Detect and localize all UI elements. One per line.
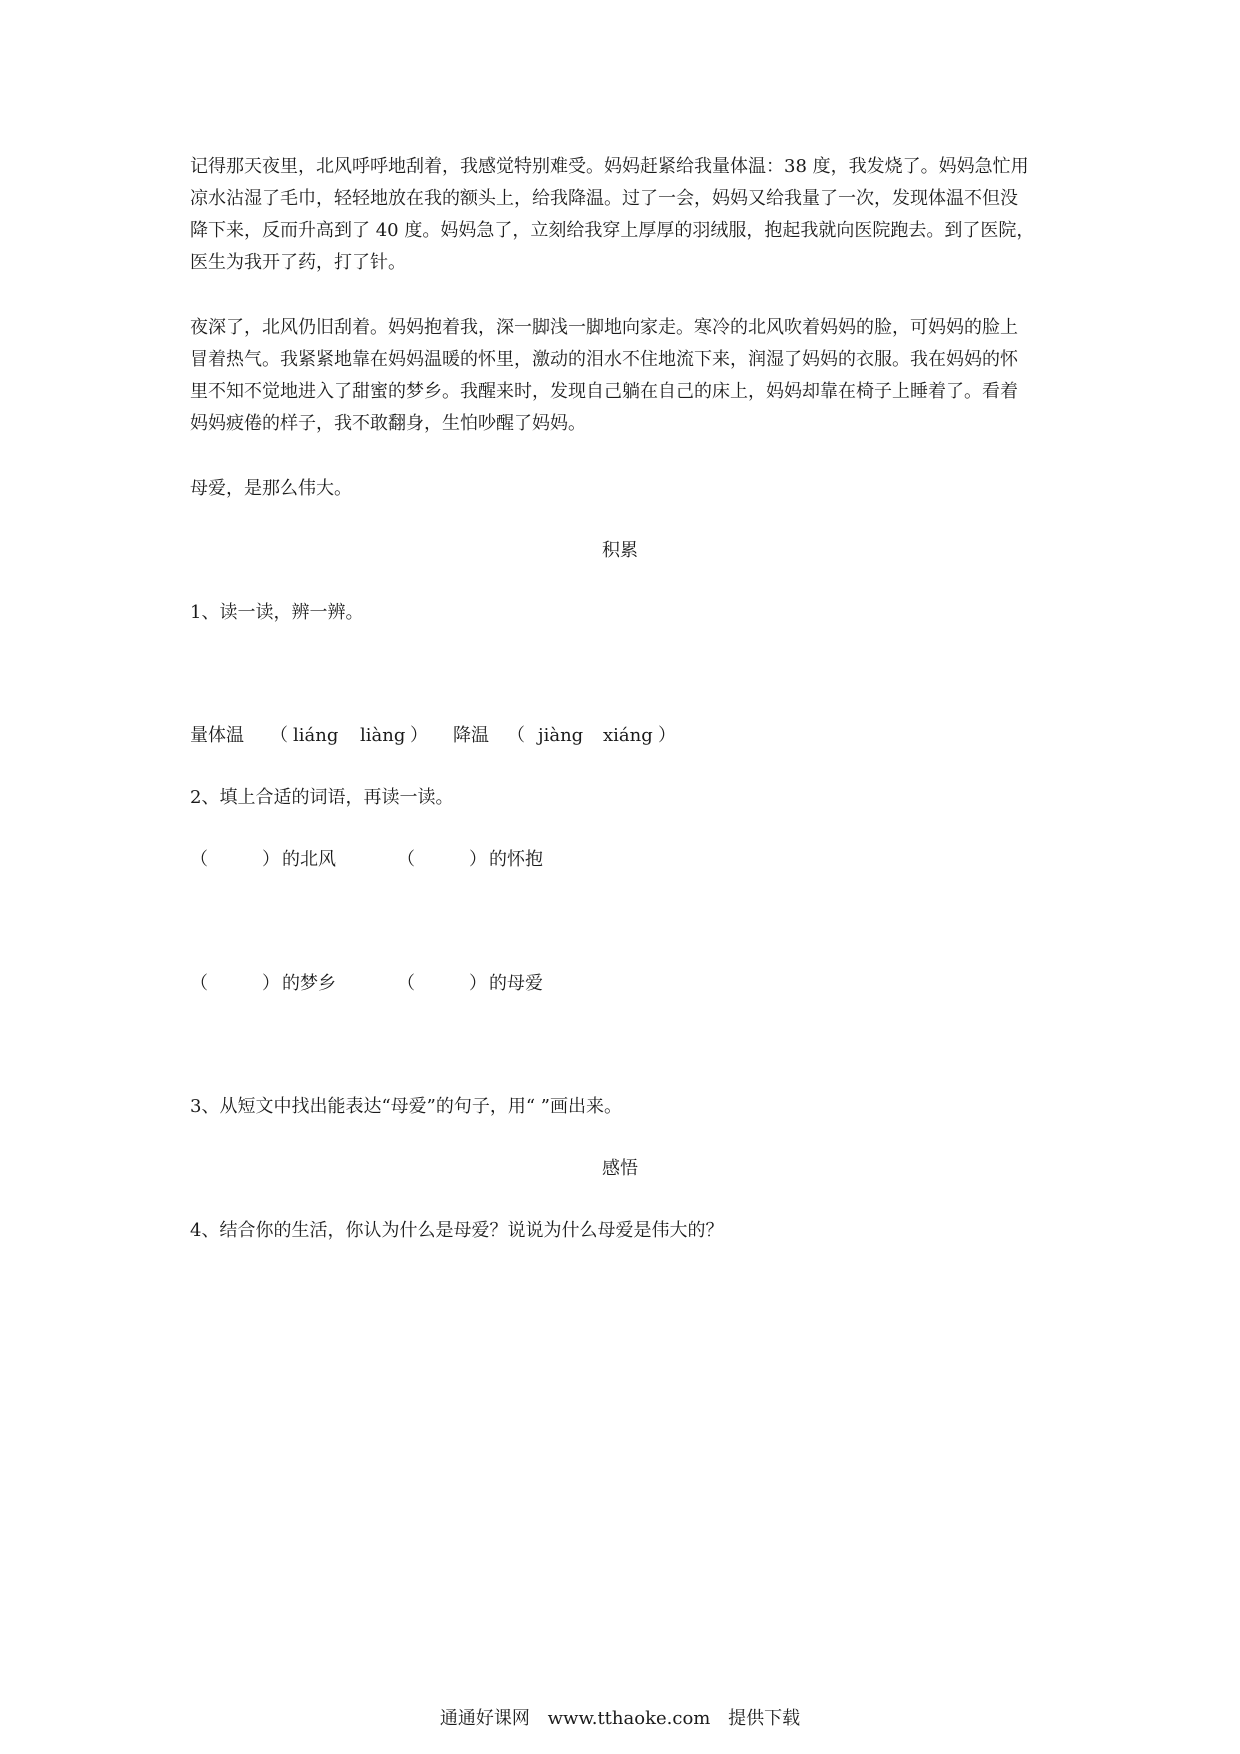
passage-line: 妈妈疲倦的样子，我不敢翻身，生怕吵醒了妈妈。 (190, 413, 586, 434)
blank-close-paren: ） (469, 973, 487, 994)
passage-line: 凉水沾湿了毛巾，轻轻地放在我的额头上，给我降温。过了一会，妈妈又给我量了一次，发现体温不但没 (190, 188, 1018, 209)
blank-close-paren: ） (262, 849, 280, 870)
pinyin-option-liang4[interactable]: liàng (360, 725, 406, 746)
blank-close-paren: ） (262, 973, 280, 994)
passage-line: 夜深了，北风仍旧刮着。妈妈抱着我，深一脚浅一脚地向家走。寒冷的北风吹着妈妈的脸，可妈妈的脸上 (190, 317, 1018, 338)
word-jiangwen: 降温 (453, 725, 489, 746)
section-heading-accumulate: 积累 (602, 540, 638, 561)
passage-line: 记得那天夜里，北风呼呼地刮着，我感觉特别难受。妈妈赶紧给我量体温：38 度，我发烧了。妈妈急忙用 (190, 156, 1029, 177)
passage-line: 降下来，反而升高到了 40 度。妈妈急了，立刻给我穿上厚厚的羽绒服，抱起我就向医院跑去。到了医院， (190, 220, 1035, 241)
pinyin-option-liang2[interactable]: liáng (293, 725, 339, 746)
passage-paragraph-2 (190, 312, 1060, 440)
passage-paragraph-3: 母爱，是那么伟大。 (190, 478, 352, 499)
passage-line: 冒着热气。我紧紧地靠在妈妈温暖的怀里，激动的泪水不住地流下来，润湿了妈妈的衣服。我在妈妈的怀 (190, 349, 1018, 370)
footer-url-link[interactable]: www.tthaoke.com (547, 1708, 711, 1729)
word-liangtiwen: 量体温 (190, 725, 244, 746)
pinyin-option-xiang2[interactable]: xiáng (603, 725, 653, 746)
section-heading-reflection: 感悟 (602, 1158, 638, 1179)
passage-paragraph-1 (190, 151, 1060, 279)
passage-line: 医生为我开了药，打了针。 (190, 252, 406, 273)
question-4-prompt: 4、结合你的生活，你认为什么是母爱？说说为什么母爱是伟大的？ (190, 1220, 724, 1241)
blank-open-paren: （ (397, 973, 415, 994)
phrase-text: 的怀抱 (489, 849, 543, 870)
open-paren: （ (270, 725, 288, 746)
open-paren: （ (507, 725, 525, 746)
question-2-row-1 (190, 844, 790, 876)
blank-open-paren: （ (397, 849, 415, 870)
question-2-row-2 (190, 968, 790, 1000)
blank-open-paren: （ (190, 973, 208, 994)
question-1-prompt: 1、读一读，辨一辨。 (190, 602, 364, 623)
question-1-pinyin-row (190, 720, 890, 752)
question-3-prompt: 3、从短文中找出能表达“母爱”的句子，用“ ”画出来。 (190, 1096, 622, 1117)
phrase-text: 的梦乡 (282, 973, 336, 994)
phrase-text: 的北风 (282, 849, 336, 870)
blank-close-paren: ） (469, 849, 487, 870)
close-paren: ） (658, 725, 676, 746)
close-paren: ） (410, 725, 428, 746)
question-2-prompt: 2、填上合适的词语，再读一读。 (190, 787, 454, 808)
footer-suffix: 提供下载 (728, 1708, 801, 1729)
passage-line: 里不知不觉地进入了甜蜜的梦乡。我醒来时，发现自己躺在自己的床上，妈妈却靠在椅子上睡着了。看着 (190, 381, 1018, 402)
footer-site-name: 通通好课网 (439, 1708, 530, 1729)
phrase-text: 的母爱 (489, 973, 543, 994)
blank-open-paren: （ (190, 849, 208, 870)
page-footer (0, 1705, 1240, 1733)
pinyin-option-jiang4[interactable]: jiàng (538, 725, 584, 746)
